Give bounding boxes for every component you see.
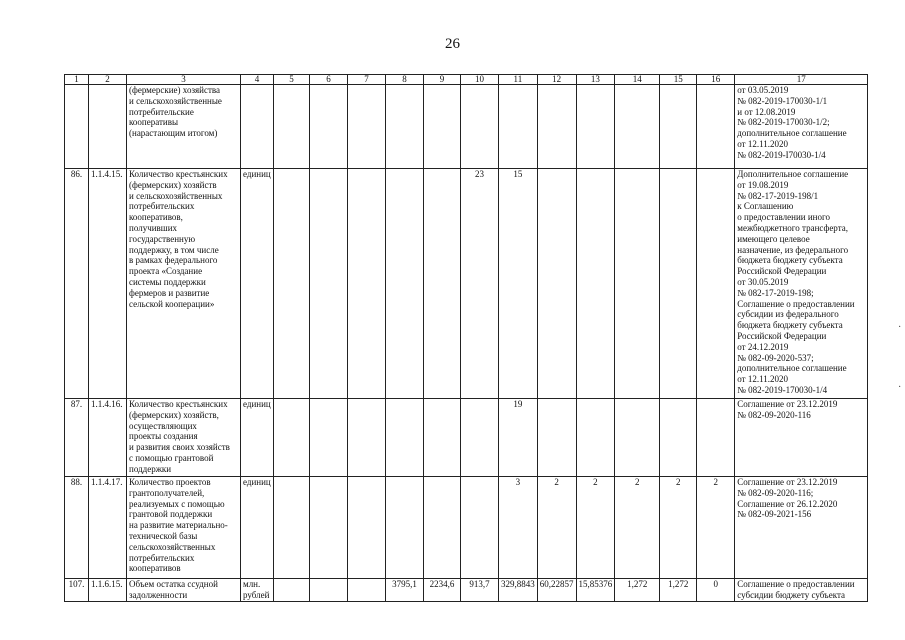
table-cell: 15	[499, 169, 538, 399]
table-row	[65, 477, 868, 579]
table-row	[65, 169, 868, 399]
table-cell	[660, 399, 697, 477]
table-cell: 2	[576, 477, 615, 579]
table-cell: единиц	[241, 399, 274, 477]
table-cell: 2234,6	[424, 579, 461, 602]
table-cell: млн. рублей	[241, 579, 274, 602]
table-cell	[424, 169, 461, 399]
table-cell	[274, 399, 310, 477]
table-cell: Дополнительное соглашение от 19.08.2019 № 082-17-2019-198/1 к Соглашению о предоставлении иного межбюджетного трансферта, имеющего целевое назначение, из федерального бюджета бюджету субъекта Российской Федерации от 30.05.2019 № 082-17-2019-198; Соглашение о предоставлении субсидии из федерального бюджета бюджету субъекта Российской Федерации от 24.12.2019 № 082-09-2020-537; дополнительное соглашение от 12.11.2020 № 082-2019-170030-1/4	[735, 169, 868, 399]
table-cell: 1.1.4.17.	[89, 477, 127, 579]
table-cell	[310, 579, 348, 602]
table-cell	[424, 85, 461, 169]
table-row	[65, 579, 868, 602]
table-cell	[65, 85, 89, 169]
table-cell: 86.	[65, 169, 89, 399]
column-header: 9	[424, 75, 461, 85]
column-header: 8	[386, 75, 424, 85]
table-cell	[310, 169, 348, 399]
column-header: 11	[499, 75, 538, 85]
table-cell	[274, 169, 310, 399]
table-cell: 0	[697, 579, 735, 602]
table-cell	[386, 169, 424, 399]
table-cell	[576, 169, 615, 399]
table-cell: 329,8843	[499, 579, 538, 602]
table-cell: 107.	[65, 579, 89, 602]
table-cell: 88.	[65, 477, 89, 579]
table-cell	[461, 477, 499, 579]
column-header: 3	[127, 75, 241, 85]
table-cell: 87.	[65, 399, 89, 477]
table-cell: 2	[615, 477, 660, 579]
table-cell: Количество крестьянских (фермерских) хозяйств и сельскохозяйственных потребительских кооперативов, получивших государственную поддержку, в том числе в рамках федерального проекта «Создание системы поддержки фермеров и развитие сельской кооперации»	[127, 169, 241, 399]
header-row	[65, 75, 868, 85]
page-number: 26	[445, 36, 460, 52]
table-cell: Соглашение от 23.12.2019 № 082-09-2020-116; Соглашение от 26.12.2020 № 082-09-2021-156	[735, 477, 868, 579]
table-cell	[348, 85, 386, 169]
table-cell	[424, 477, 461, 579]
table-cell	[615, 169, 660, 399]
table-cell: 15,85376	[576, 579, 615, 602]
margin-mark: ·	[898, 382, 902, 393]
column-header: 17	[735, 75, 868, 85]
column-header: 12	[537, 75, 576, 85]
table-cell	[697, 169, 735, 399]
table-cell	[89, 85, 127, 169]
column-header: 6	[310, 75, 348, 85]
table-cell: (фермерские) хозяйства и сельскохозяйственные потребительские кооперативы (нарастающим итогом)	[127, 85, 241, 169]
column-header: 13	[576, 75, 615, 85]
column-header: 5	[274, 75, 310, 85]
table-cell	[576, 399, 615, 477]
table-cell: 1,272	[615, 579, 660, 602]
table-cell	[461, 85, 499, 169]
table-cell: Объем остатка ссудной задолженности	[127, 579, 241, 602]
table-cell	[310, 477, 348, 579]
table-cell: 2	[697, 477, 735, 579]
table-cell	[461, 399, 499, 477]
table-cell: единиц	[241, 477, 274, 579]
table-cell	[386, 399, 424, 477]
column-header: 15	[660, 75, 697, 85]
margin-mark: ·	[898, 322, 902, 333]
table-cell	[241, 85, 274, 169]
table-cell: 3795,1	[386, 579, 424, 602]
table-cell	[348, 477, 386, 579]
column-header: 4	[241, 75, 274, 85]
table-cell	[348, 399, 386, 477]
document-table	[64, 74, 868, 602]
table-cell: 913,7	[461, 579, 499, 602]
table-cell: 1,272	[660, 579, 697, 602]
table-cell: Количество проектов грантополучателей, реализуемых с помощью грантовой поддержки на развитие материально- технической базы сельскохозяйственных потребительских кооперативов	[127, 477, 241, 579]
table-cell	[310, 85, 348, 169]
table-cell: 19	[499, 399, 538, 477]
table-cell	[310, 399, 348, 477]
table-cell	[499, 85, 538, 169]
table-cell	[274, 579, 310, 602]
table-cell: от 03.05.2019 № 082-2019-170030-1/1 и от 12.08.2019 № 082-2019-170030-1/2; дополнительное соглашение от 12.11.2020 № 082-2019-I70030-1/4	[735, 85, 868, 169]
table-cell	[697, 85, 735, 169]
table-cell	[348, 579, 386, 602]
table-cell: единиц	[241, 169, 274, 399]
table-cell: 3	[499, 477, 538, 579]
table-cell: 1.1.6.15.	[89, 579, 127, 602]
table-cell	[348, 169, 386, 399]
table-cell: Соглашение от 23.12.2019 № 082-09-2020-116	[735, 399, 868, 477]
table-cell	[660, 85, 697, 169]
column-header: 14	[615, 75, 660, 85]
table-cell	[576, 85, 615, 169]
table-cell	[537, 169, 576, 399]
table-cell	[274, 477, 310, 579]
table-cell	[615, 85, 660, 169]
table-cell	[697, 399, 735, 477]
table-cell: Количество крестьянских (фермерских) хозяйств, осуществляющих проекты создания и развития своих хозяйств с помощью грантовой поддержки	[127, 399, 241, 477]
column-header: 2	[89, 75, 127, 85]
table-cell: 23	[461, 169, 499, 399]
table-cell: 1.1.4.15.	[89, 169, 127, 399]
table-cell	[424, 399, 461, 477]
column-header: 1	[65, 75, 89, 85]
table-cell	[537, 85, 576, 169]
column-header: 7	[348, 75, 386, 85]
table-cell: Соглашение о предоставлении субсидии бюджету субъекта	[735, 579, 868, 602]
column-header: 10	[461, 75, 499, 85]
table-cell	[537, 399, 576, 477]
table-cell: 1.1.4.16.	[89, 399, 127, 477]
table-cell	[615, 399, 660, 477]
table-row	[65, 85, 868, 169]
table-cell: 2	[537, 477, 576, 579]
table-row	[65, 399, 868, 477]
table-cell	[274, 85, 310, 169]
table-cell: 60,22857	[537, 579, 576, 602]
table-cell	[386, 85, 424, 169]
table-cell	[386, 477, 424, 579]
table-cell: 2	[660, 477, 697, 579]
column-header: 16	[697, 75, 735, 85]
table-cell	[660, 169, 697, 399]
